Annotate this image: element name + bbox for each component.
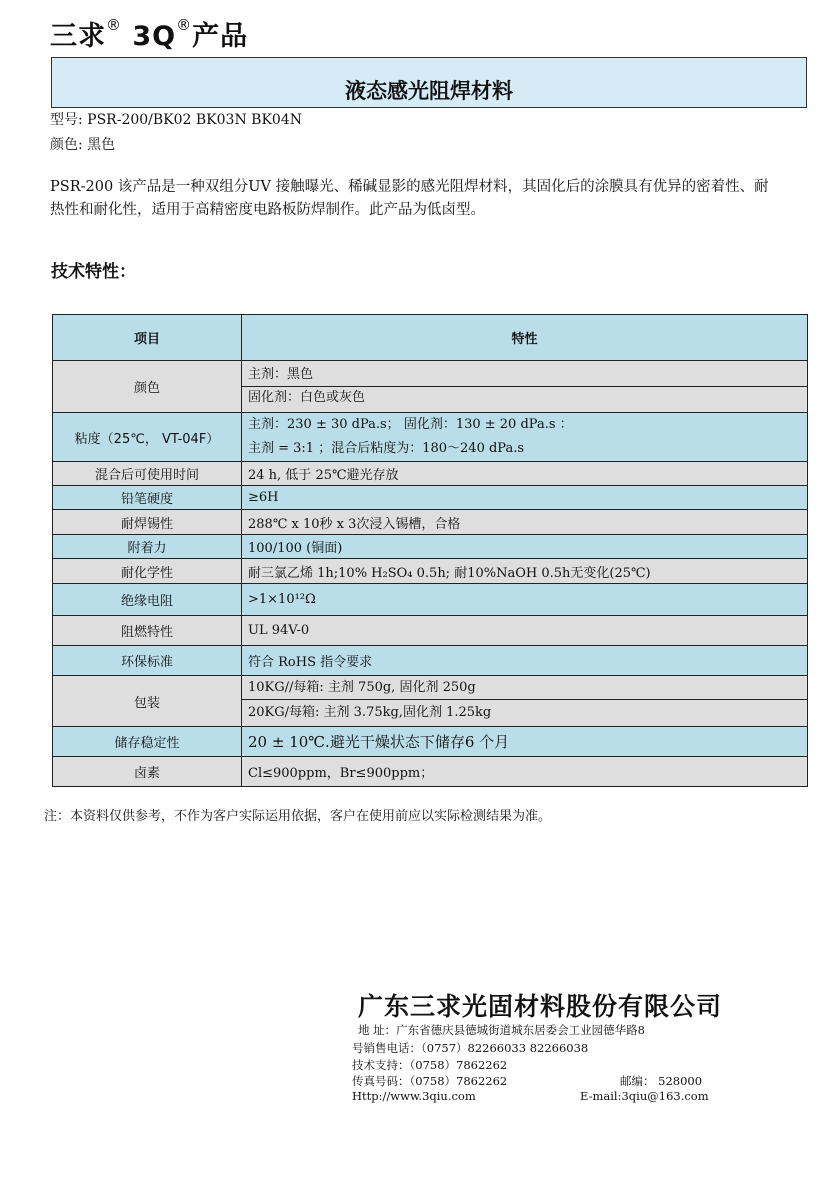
table-row: [53, 616, 808, 646]
table-row: [53, 676, 808, 727]
row-value: ≥6H: [242, 486, 808, 510]
table-row: [53, 413, 808, 462]
registered-mark-2: ®: [176, 16, 193, 34]
table-row: [53, 535, 808, 559]
row-value: 20 ± 10℃.避光干燥状态下储存6 个月: [242, 727, 808, 757]
row-item: 耐焊锡性: [53, 510, 242, 535]
row-value: [242, 361, 808, 413]
value-line: 主剂 = 3:1 ；混合后粘度为：180～240 dPa.s: [248, 441, 525, 456]
sales-phone: 号销售电话：（0757）82266033 82266038: [352, 1041, 589, 1055]
row-value: 24 h, 低于 25℃避光存放: [242, 462, 808, 486]
value-line: 固化剂：白色或灰色: [242, 386, 807, 409]
product-description: PSR-200 该产品是一种双组分UV 接触曝光、稀碱显影的感光阻焊材料，其固化后的涂膜具有优异的密着性、耐热性和耐化性，适用于高精密度电路板防焊制作。此产品为低卤型。: [50, 179, 769, 218]
brand-code: 3Q: [122, 21, 177, 52]
spec-table: [52, 314, 808, 787]
model-line: 型号: PSR-200/BK02 BK03N BK04N: [50, 112, 302, 128]
company-name: 广东三求光固材料股份有限公司: [358, 992, 723, 1021]
registered-mark: ®: [106, 16, 122, 34]
row-value: 耐三氯乙烯 1h;10% H₂SO₄ 0.5h; 耐10%NaOH 0.5h无变化(25℃): [242, 559, 808, 584]
value-line: 主剂：230 ± 30 dPa.s； 固化剂：130 ± 20 dPa.s ：: [248, 417, 573, 432]
fax-number: 传真号码：（0758）7862262: [352, 1074, 508, 1088]
row-item: 储存稳定性: [53, 727, 242, 757]
company-address: 地 址：广东省德庆县德城街道城东居委会工业园德华路8: [358, 1023, 645, 1037]
row-value: >1×10¹²Ω: [242, 584, 808, 616]
table-header-row: [53, 315, 808, 361]
table-row: [53, 646, 808, 676]
brand-heading: [50, 14, 248, 53]
value-line: 20KG/每箱: 主剂 3.75kg,固化剂 1.25kg: [242, 699, 807, 726]
email-link[interactable]: E-mail:3qiu@163.com: [580, 1089, 709, 1103]
table-row: [53, 727, 808, 757]
row-item: 阻燃特性: [53, 616, 242, 646]
postcode: 邮编： 528000: [620, 1074, 703, 1088]
row-item: 耐化学性: [53, 559, 242, 584]
header-item: 项目: [53, 315, 242, 361]
table-row: [53, 584, 808, 616]
row-item: 颜色: [53, 361, 242, 413]
row-item: 混合后可使用时间: [53, 462, 242, 486]
row-value: UL 94V-0: [242, 616, 808, 646]
value-line: 10KG//每箱: 主剂 750g, 固化剂 250g: [248, 679, 476, 695]
website-link[interactable]: Http://www.3qiu.com: [352, 1089, 476, 1103]
tech-support: 技术支持：（0758）7862262: [352, 1058, 508, 1072]
color-line: 颜色: 黑色: [50, 137, 116, 153]
table-row: [53, 486, 808, 510]
product-title-box: [51, 57, 807, 108]
row-item: 绝缘电阻: [53, 584, 242, 616]
table-row: [53, 757, 808, 787]
row-item: 环保标准: [53, 646, 242, 676]
table-row: [53, 510, 808, 535]
row-item: 卤素: [53, 757, 242, 787]
row-item: 粘度（25℃， VT-04F）: [53, 413, 242, 462]
product-title: 液态感光阻焊材料: [345, 79, 513, 103]
row-value: [242, 413, 808, 462]
value-line: 主剂：黑色: [248, 367, 314, 382]
brand-name: 三求: [50, 21, 106, 52]
disclaimer-note: 注：本资料仅供参考，不作为客户实际运用依据，客户在使用前应以实际检测结果为准。: [44, 809, 552, 824]
row-item: 铅笔硬度: [53, 486, 242, 510]
row-value: 288℃ x 10秒 x 3次浸入锡槽，合格: [242, 510, 808, 535]
table-row: [53, 559, 808, 584]
section-title: 技术特性：: [51, 262, 136, 282]
row-value: 100/100 (铜面): [242, 535, 808, 559]
row-value: [242, 676, 808, 727]
table-row: [53, 361, 808, 413]
table-row: [53, 462, 808, 486]
brand-suffix: 产品: [192, 21, 249, 52]
row-value: Cl≤900ppm，Br≤900ppm；: [242, 757, 808, 787]
header-property: 特性: [242, 315, 808, 361]
row-item: 包装: [53, 676, 242, 727]
row-item: 附着力: [53, 535, 242, 559]
row-value: 符合 RoHS 指令要求: [242, 646, 808, 676]
